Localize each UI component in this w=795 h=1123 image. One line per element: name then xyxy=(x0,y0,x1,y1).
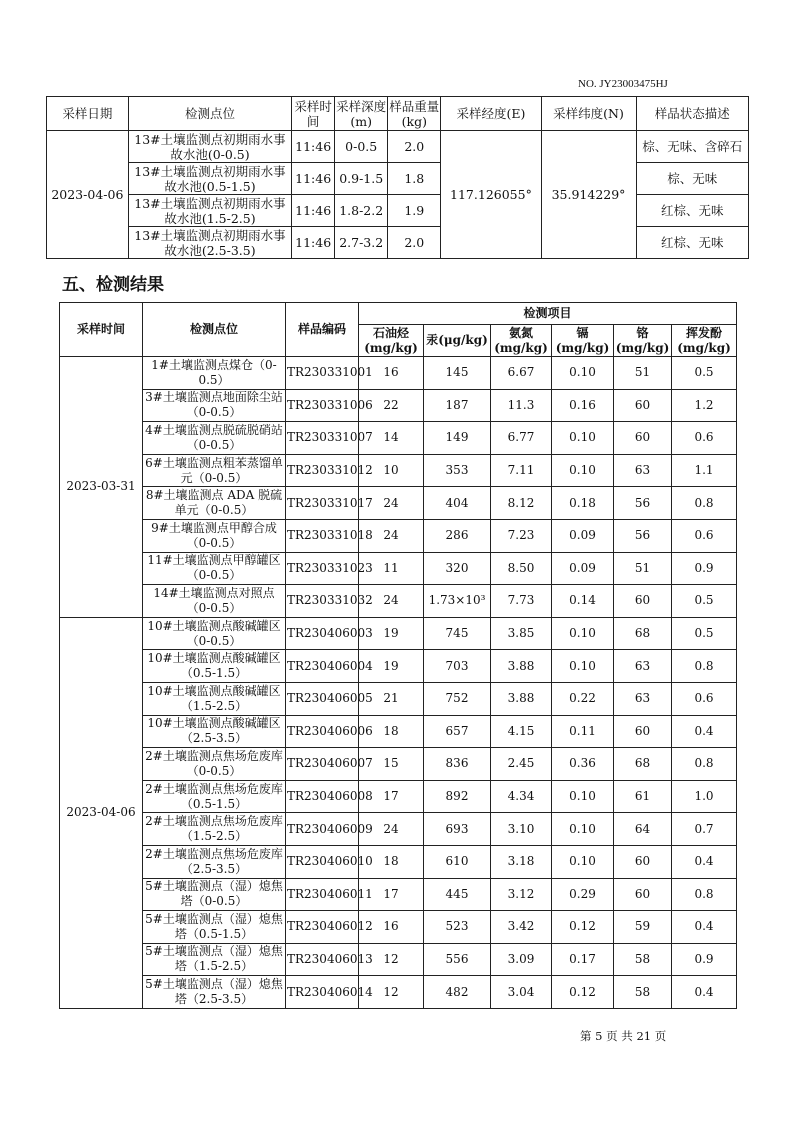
result-point-cell: 3#土壤监测点地面除尘站（0-0.5） xyxy=(143,389,286,422)
result-value-cell: 60 xyxy=(614,389,672,422)
page-footer: 第 5 页 共 21 页 xyxy=(580,1029,667,1043)
result-row xyxy=(60,813,737,846)
sampling-date-cell: 2023-04-06 xyxy=(47,131,129,259)
result-value-cell: 68 xyxy=(614,748,672,781)
result-row xyxy=(60,911,737,944)
sample-state-cell: 棕、无味 xyxy=(636,163,748,195)
result-value-cell: 59 xyxy=(614,911,672,944)
result-row xyxy=(60,748,737,781)
sample-code-cell: TR230406003 xyxy=(286,617,359,650)
result-value-cell: 0.7 xyxy=(672,813,737,846)
sampling-header-cell: 采样时间 xyxy=(292,97,335,131)
latitude-cell: 35.914229° xyxy=(541,131,636,259)
result-value-cell: 0.6 xyxy=(672,519,737,552)
result-value-cell: 3.09 xyxy=(491,943,552,976)
item-header-cell: 石油烃(mg/kg) xyxy=(359,325,424,357)
sample-code-cell: TR230331023 xyxy=(286,552,359,585)
result-value-cell: 16 xyxy=(359,911,424,944)
result-value-cell: 1.73×10³ xyxy=(424,585,491,618)
sampling-header-cell: 样品重量(kg) xyxy=(389,98,440,129)
sample-code-cell: TR230331032 xyxy=(286,585,359,618)
result-value-cell: 24 xyxy=(359,813,424,846)
result-value-cell: 24 xyxy=(359,585,424,618)
sampling-header-cell: 采样日期 xyxy=(47,97,129,131)
result-row xyxy=(60,454,737,487)
sample-code-cell: TR230406012 xyxy=(286,911,359,944)
result-value-cell: 0.4 xyxy=(672,911,737,944)
result-value-cell: 693 xyxy=(424,813,491,846)
result-value-cell: 745 xyxy=(424,617,491,650)
result-point-cell: 5#土壤监测点（湿）熄焦塔（0.5-1.5） xyxy=(143,911,286,944)
result-value-cell: 10 xyxy=(359,454,424,487)
result-value-cell: 836 xyxy=(424,748,491,781)
test-point-cell: 13#土壤监测点初期雨水事故水池(1.5-2.5) xyxy=(128,195,291,227)
sample-code-cell: TR230331006 xyxy=(286,389,359,422)
result-point-cell: 14#土壤监测点对照点（0-0.5） xyxy=(143,585,286,618)
result-value-cell: 3.85 xyxy=(491,617,552,650)
result-value-cell: 3.18 xyxy=(491,845,552,878)
result-value-cell: 404 xyxy=(424,487,491,520)
sample-weight-cell: 2.0 xyxy=(388,131,441,163)
result-row xyxy=(60,650,737,683)
sample-code-cell: TR230406007 xyxy=(286,748,359,781)
result-value-cell: 64 xyxy=(614,813,672,846)
result-value-cell: 8.50 xyxy=(491,552,552,585)
result-date-cell: 2023-04-06 xyxy=(60,617,143,1008)
result-value-cell: 6.77 xyxy=(491,422,552,455)
longitude-cell: 117.126055° xyxy=(441,131,541,259)
result-value-cell: 17 xyxy=(359,878,424,911)
result-row xyxy=(60,422,737,455)
result-point-cell: 5#土壤监测点（湿）熄焦塔（0-0.5） xyxy=(143,878,286,911)
sample-code-cell: TR230406013 xyxy=(286,943,359,976)
result-value-cell: 68 xyxy=(614,617,672,650)
result-value-cell: 1.2 xyxy=(672,389,737,422)
result-value-cell: 0.10 xyxy=(552,845,614,878)
result-date-cell: 2023-03-31 xyxy=(60,357,143,618)
result-value-cell: 56 xyxy=(614,487,672,520)
sampling-header-cell: 检测点位 xyxy=(128,97,291,131)
result-value-cell: 657 xyxy=(424,715,491,748)
document-number: NO. JY23003475HJ xyxy=(578,78,668,90)
result-point-cell: 8#土壤监测点 ADA 脱硫单元（0-0.5） xyxy=(143,487,286,520)
result-point-cell: 5#土壤监测点（湿）熄焦塔（2.5-3.5） xyxy=(143,976,286,1009)
result-value-cell: 0.09 xyxy=(552,519,614,552)
sampling-time-cell: 11:46 xyxy=(292,227,335,259)
result-row xyxy=(60,487,737,520)
result-value-cell: 12 xyxy=(359,976,424,1009)
sample-weight-cell: 1.8 xyxy=(388,163,441,195)
result-value-cell: 0.09 xyxy=(552,552,614,585)
header-test-items: 检测项目 xyxy=(359,303,737,325)
result-row xyxy=(60,585,737,618)
result-value-cell: 58 xyxy=(614,976,672,1009)
sampling-time-cell: 11:46 xyxy=(292,163,335,195)
result-value-cell: 15 xyxy=(359,748,424,781)
result-row xyxy=(60,715,737,748)
result-value-cell: 0.4 xyxy=(672,845,737,878)
header-sample-code: 样品编码 xyxy=(286,303,359,357)
result-point-cell: 10#土壤监测点酸碱罐区（1.5-2.5） xyxy=(143,682,286,715)
result-value-cell: 0.18 xyxy=(552,487,614,520)
item-header-cell: 氨氮(mg/kg) xyxy=(491,325,552,357)
result-value-cell: 0.8 xyxy=(672,748,737,781)
result-value-cell: 482 xyxy=(424,976,491,1009)
result-value-cell: 0.14 xyxy=(552,585,614,618)
result-value-cell: 3.88 xyxy=(491,682,552,715)
result-row xyxy=(60,617,737,650)
result-value-cell: 0.6 xyxy=(672,422,737,455)
result-value-cell: 610 xyxy=(424,845,491,878)
result-value-cell: 286 xyxy=(424,519,491,552)
result-value-cell: 556 xyxy=(424,943,491,976)
sampling-depth-cell: 2.7-3.2 xyxy=(335,227,388,259)
item-header-cell: 铬(mg/kg) xyxy=(614,325,672,357)
result-value-cell: 18 xyxy=(359,845,424,878)
sample-state-cell: 红棕、无味 xyxy=(636,195,748,227)
result-value-cell: 51 xyxy=(614,552,672,585)
sample-code-cell: TR230406010 xyxy=(286,845,359,878)
result-value-cell: 16 xyxy=(359,357,424,390)
result-value-cell: 0.12 xyxy=(552,976,614,1009)
result-value-cell: 0.6 xyxy=(672,682,737,715)
result-value-cell: 24 xyxy=(359,519,424,552)
sample-code-cell: TR230406005 xyxy=(286,682,359,715)
result-row xyxy=(60,552,737,585)
sample-code-cell: TR230406004 xyxy=(286,650,359,683)
result-value-cell: 8.12 xyxy=(491,487,552,520)
result-value-cell: 0.22 xyxy=(552,682,614,715)
sample-weight-cell: 2.0 xyxy=(388,227,441,259)
result-value-cell: 752 xyxy=(424,682,491,715)
result-value-cell: 3.12 xyxy=(491,878,552,911)
result-value-cell: 60 xyxy=(614,878,672,911)
result-value-cell: 0.8 xyxy=(672,650,737,683)
result-point-cell: 11#土壤监测点甲醇罐区（0-0.5） xyxy=(143,552,286,585)
result-value-cell: 0.10 xyxy=(552,422,614,455)
sampling-row xyxy=(47,227,749,259)
result-value-cell: 6.67 xyxy=(491,357,552,390)
sampling-row xyxy=(47,131,749,163)
result-value-cell: 1.1 xyxy=(672,454,737,487)
result-value-cell: 19 xyxy=(359,617,424,650)
result-value-cell: 7.11 xyxy=(491,454,552,487)
result-value-cell: 21 xyxy=(359,682,424,715)
item-header-cell: 镉(mg/kg) xyxy=(552,325,614,357)
sampling-row xyxy=(47,195,749,227)
results-table xyxy=(59,302,737,1009)
result-value-cell: 7.73 xyxy=(491,585,552,618)
result-value-cell: 0.11 xyxy=(552,715,614,748)
result-row xyxy=(60,943,737,976)
result-value-cell: 2.45 xyxy=(491,748,552,781)
sampling-header-cell: 采样深度(m) xyxy=(336,98,387,129)
result-value-cell: 11.3 xyxy=(491,389,552,422)
test-point-cell: 13#土壤监测点初期雨水事故水池(0-0.5) xyxy=(128,131,291,163)
result-row xyxy=(60,878,737,911)
result-value-cell: 24 xyxy=(359,487,424,520)
result-value-cell: 63 xyxy=(614,650,672,683)
result-point-cell: 10#土壤监测点酸碱罐区（0.5-1.5） xyxy=(143,650,286,683)
result-row xyxy=(60,780,737,813)
result-point-cell: 2#土壤监测点焦场危废库（0.5-1.5） xyxy=(143,780,286,813)
result-value-cell: 0.8 xyxy=(672,878,737,911)
result-value-cell: 3.88 xyxy=(491,650,552,683)
result-point-cell: 10#土壤监测点酸碱罐区（0-0.5） xyxy=(143,617,286,650)
item-header-cell: 汞(μg/kg) xyxy=(424,325,491,357)
result-value-cell: 58 xyxy=(614,943,672,976)
sample-code-cell: TR230331007 xyxy=(286,422,359,455)
result-value-cell: 12 xyxy=(359,943,424,976)
result-row xyxy=(60,389,737,422)
sampling-time-cell: 11:46 xyxy=(292,131,335,163)
sampling-row xyxy=(47,163,749,195)
sampling-header-cell: 样品状态描述 xyxy=(636,97,748,131)
result-value-cell: 0.29 xyxy=(552,878,614,911)
result-value-cell: 4.15 xyxy=(491,715,552,748)
result-point-cell: 4#土壤监测点脱硫脱硝站（0-0.5） xyxy=(143,422,286,455)
result-value-cell: 703 xyxy=(424,650,491,683)
result-point-cell: 6#土壤监测点粗苯蒸馏单元（0-0.5） xyxy=(143,454,286,487)
result-value-cell: 3.42 xyxy=(491,911,552,944)
result-value-cell: 0.10 xyxy=(552,454,614,487)
result-value-cell: 0.9 xyxy=(672,552,737,585)
result-row xyxy=(60,519,737,552)
result-value-cell: 51 xyxy=(614,357,672,390)
sampling-info-table xyxy=(46,96,749,259)
sample-code-cell: TR230331001 xyxy=(286,357,359,390)
result-value-cell: 3.04 xyxy=(491,976,552,1009)
result-value-cell: 0.10 xyxy=(552,650,614,683)
result-row xyxy=(60,976,737,1009)
sample-code-cell: TR230406011 xyxy=(286,878,359,911)
result-value-cell: 60 xyxy=(614,845,672,878)
result-value-cell: 1.0 xyxy=(672,780,737,813)
header-sampling-time: 采样时间 xyxy=(60,303,143,357)
sampling-header-cell: 采样经度(E) xyxy=(441,97,541,131)
results-header-row-1 xyxy=(60,303,737,325)
sampling-table-header-row xyxy=(47,97,749,131)
result-value-cell: 187 xyxy=(424,389,491,422)
result-value-cell: 63 xyxy=(614,454,672,487)
result-value-cell: 17 xyxy=(359,780,424,813)
result-value-cell: 0.4 xyxy=(672,976,737,1009)
sample-code-cell: TR230331017 xyxy=(286,487,359,520)
sampling-time-cell: 11:46 xyxy=(292,195,335,227)
result-value-cell: 18 xyxy=(359,715,424,748)
result-value-cell: 19 xyxy=(359,650,424,683)
result-value-cell: 0.36 xyxy=(552,748,614,781)
sample-state-cell: 棕、无味、含碎石 xyxy=(636,131,748,163)
result-row xyxy=(60,357,737,390)
sample-code-cell: TR230406014 xyxy=(286,976,359,1009)
section-title: 五、检测结果 xyxy=(62,275,164,295)
sample-code-cell: TR230406009 xyxy=(286,813,359,846)
sampling-depth-cell: 1.8-2.2 xyxy=(335,195,388,227)
result-value-cell: 0.5 xyxy=(672,585,737,618)
result-value-cell: 56 xyxy=(614,519,672,552)
result-point-cell: 2#土壤监测点焦场危废库（0-0.5） xyxy=(143,748,286,781)
result-value-cell: 11 xyxy=(359,552,424,585)
sample-weight-cell: 1.9 xyxy=(388,195,441,227)
result-value-cell: 445 xyxy=(424,878,491,911)
sample-code-cell: TR230406008 xyxy=(286,780,359,813)
sampling-depth-cell: 0-0.5 xyxy=(335,131,388,163)
result-point-cell: 2#土壤监测点焦场危废库（1.5-2.5） xyxy=(143,813,286,846)
result-point-cell: 2#土壤监测点焦场危废库（2.5-3.5） xyxy=(143,845,286,878)
result-value-cell: 0.10 xyxy=(552,780,614,813)
sampling-depth-cell: 0.9-1.5 xyxy=(335,163,388,195)
sample-code-cell: TR230331018 xyxy=(286,519,359,552)
result-value-cell: 0.9 xyxy=(672,943,737,976)
result-value-cell: 353 xyxy=(424,454,491,487)
result-value-cell: 7.23 xyxy=(491,519,552,552)
header-test-point: 检测点位 xyxy=(143,303,286,357)
seal-stamp xyxy=(775,500,795,630)
test-point-cell: 13#土壤监测点初期雨水事故水池(2.5-3.5) xyxy=(128,227,291,259)
result-value-cell: 892 xyxy=(424,780,491,813)
item-header-cell: 挥发酚(mg/kg) xyxy=(672,325,737,357)
result-value-cell: 60 xyxy=(614,422,672,455)
result-value-cell: 61 xyxy=(614,780,672,813)
result-point-cell: 5#土壤监测点（湿）熄焦塔（1.5-2.5） xyxy=(143,943,286,976)
result-value-cell: 149 xyxy=(424,422,491,455)
result-value-cell: 0.10 xyxy=(552,357,614,390)
result-point-cell: 1#土壤监测点煤仓（0-0.5） xyxy=(143,357,286,390)
result-value-cell: 60 xyxy=(614,715,672,748)
result-value-cell: 3.10 xyxy=(491,813,552,846)
result-value-cell: 4.34 xyxy=(491,780,552,813)
result-row xyxy=(60,845,737,878)
result-point-cell: 10#土壤监测点酸碱罐区（2.5-3.5） xyxy=(143,715,286,748)
result-value-cell: 0.17 xyxy=(552,943,614,976)
sample-state-cell: 红棕、无味 xyxy=(636,227,748,259)
sample-code-cell: TR230406006 xyxy=(286,715,359,748)
result-value-cell: 0.12 xyxy=(552,911,614,944)
result-value-cell: 63 xyxy=(614,682,672,715)
result-value-cell: 0.5 xyxy=(672,617,737,650)
result-value-cell: 60 xyxy=(614,585,672,618)
result-value-cell: 0.10 xyxy=(552,617,614,650)
result-row xyxy=(60,682,737,715)
test-point-cell: 13#土壤监测点初期雨水事故水池(0.5-1.5) xyxy=(128,163,291,195)
result-value-cell: 22 xyxy=(359,389,424,422)
result-value-cell: 0.5 xyxy=(672,357,737,390)
sample-code-cell: TR230331012 xyxy=(286,454,359,487)
result-value-cell: 0.10 xyxy=(552,813,614,846)
result-value-cell: 0.4 xyxy=(672,715,737,748)
result-value-cell: 523 xyxy=(424,911,491,944)
result-value-cell: 14 xyxy=(359,422,424,455)
result-value-cell: 0.8 xyxy=(672,487,737,520)
result-value-cell: 0.16 xyxy=(552,389,614,422)
result-value-cell: 145 xyxy=(424,357,491,390)
result-value-cell: 320 xyxy=(424,552,491,585)
sampling-header-cell: 采样纬度(N) xyxy=(541,97,636,131)
result-point-cell: 9#土壤监测点甲醇合成（0-0.5） xyxy=(143,519,286,552)
